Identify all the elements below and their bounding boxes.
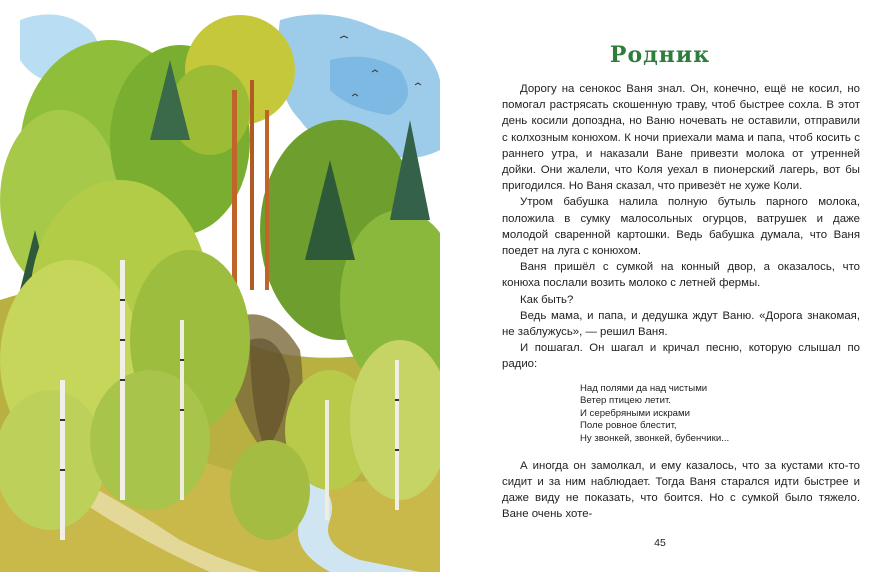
poem-line: Ну звонкей, звонкей, бубенчики... [580,433,730,445]
page-number: 45 [654,537,666,549]
paragraph: Ведь мама, и папа, и дедушка ждут Ваню. «Дорога знакомая, не заблужусь», — решил Ваня. [502,309,860,339]
text-page [440,0,880,572]
poem-line: Ветер птицею летит. [580,395,671,407]
story-title: Родник [609,42,711,68]
paragraph: Ваня пришёл с сумкой на конный двор, а оказалось, что конюха послали возить молоко с летней фермы. [502,261,860,290]
paragraph: Утром бабушка налила полную бутыль парного молока, положила в сумку малосольных огурцов, ватрушек и даже молодой сваренной картошки. Ведь бабушка думала, что Ваня поедет на луга с конюхом. [502,196,860,258]
poem-line: И серебряными искрами [580,407,690,419]
paragraph: Как быть? [520,293,574,306]
paragraph: А иногда он замолкал, и ему казалось, что за кустами кто-то сидит и за ним наблюдает. Тогда Ваня старался идти быстрее и даже виду не показать, что боится. Но с сумкой было тяжело. Ване очень хоте- [502,459,860,521]
story-body [502,81,860,522]
paragraph: Дорогу на сенокос Ваня знал. Он, конечно, ещё не косил, но помогал растрясать скошенную траву, чтоб быстрее сохла. В этот день косили допоздна, но Ваню ночевать не оставили, отправили с колхозным конюхом. К ночи приехали мама и папа, чтоб косить с раннего утра, и наказали Ване привезти молока от утренней дойки. Они жалели, что Коля уехал в пионерский лагерь, вот бы пригодился. Но Ваня сказал, что привезёт не хуже Коли. [502,83,860,193]
poem [580,383,860,446]
poem-line: Над полями да над чистыми [580,382,708,394]
poem-line: Поле ровное блестит, [580,420,677,432]
paragraph: И пошагал. Он шагал и кричал песню, которую слышал по радио: [502,342,860,371]
